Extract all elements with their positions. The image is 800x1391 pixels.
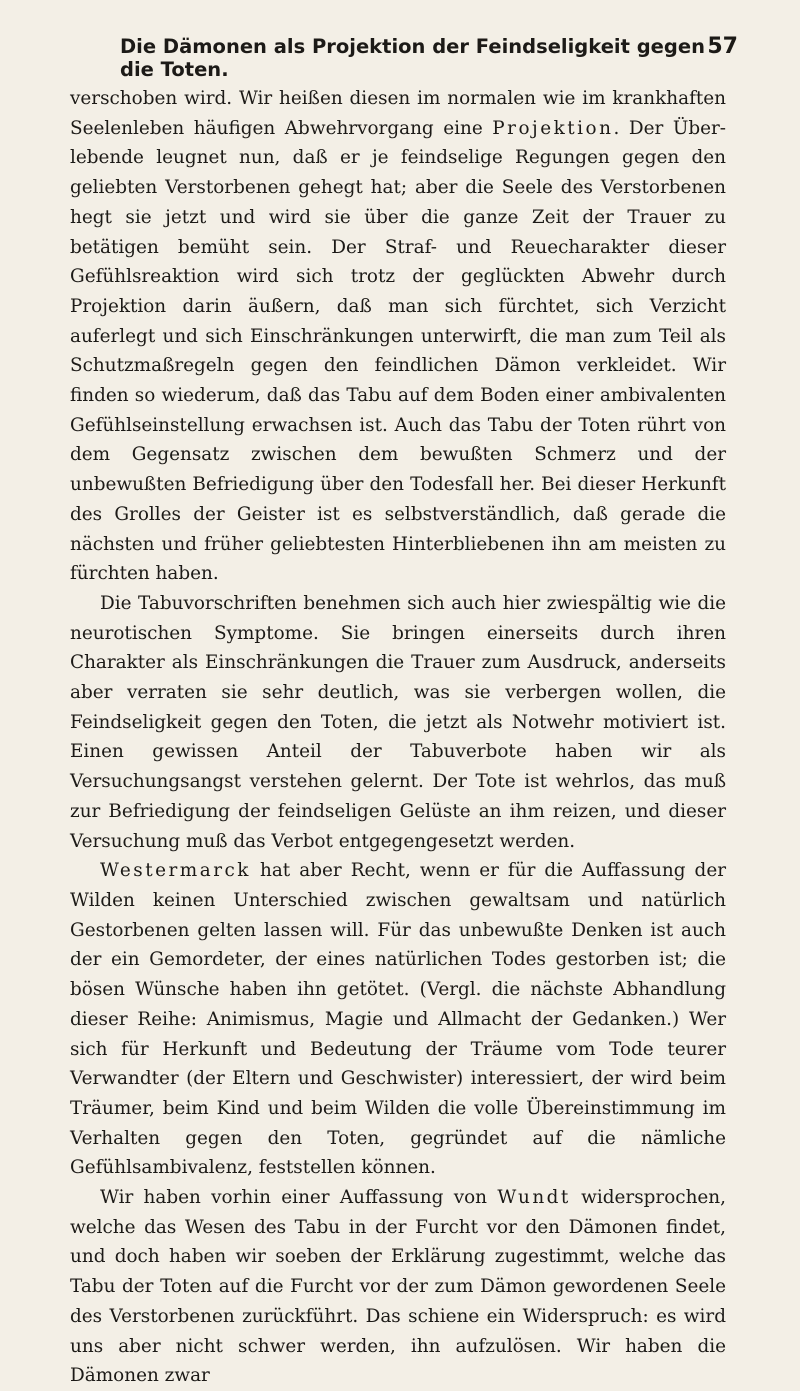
text-run: Die Tabuvorschriften benehmen sich auch hier zwiespältig wie die neurotischen Symptome. Sie bringen einerseits durch ihren Charakter als Einschränkungen die Trauer zum Ausdruck, anderseits aber verraten sie sehr deutlich, was sie verbergen wollen, die Feindseligkeit gegen den Toten, die jetzt als Notwehr motiviert ist. Einen gewissen Anteil der Tabuverbote haben wir als Versuchungsangst verstehen gelernt. Der Tote ist wehrlos, das muß zur Befriedigung der feindseligen Gelüste an ihm reizen, und dieser Versuchung muß das Verbot entgegengesetzt werden.: [70, 592, 726, 852]
text-run: hat aber Recht, wenn er für die Auffassung der Wilden keinen Unterschied zwischen gewaltsam und natürlich Gestorbenen gelten lassen will. Für das unbewußte Denken ist auch der ein Gemordeter, der eines natürlichen Todes gestorben ist; die bösen Wünsche haben ihn getötet. (Vergl. die nächste Abhandlung dieser Reihe: Animismus, Magie und Allmacht der Gedanken.) Wer sich für Herkunft und Bedeutung der Träume vom Tode teurer Verwandter (der Eltern und Geschwister) interessiert, der wird beim Träumer, beim Kind und beim Wilden die volle Übereinstimmung im Verhalten gegen den Toten, gegründet auf die nämliche Gefühlsambivalenz, feststellen können.: [70, 860, 726, 1179]
spaced-term: Projektion: [492, 117, 614, 139]
paragraph-4: [70, 1183, 726, 1391]
page-number: 57: [707, 34, 738, 59]
paragraph-2: [70, 589, 726, 856]
spaced-term: Wundt: [497, 1187, 571, 1209]
text-run: Wir haben vorhin einer Auffassung von: [100, 1187, 498, 1209]
body-text: [70, 84, 726, 1391]
text-run: widersprochen, welche das Wesen des Tabu in der Furcht vor den Dämonen findet, und doch haben wir soeben der Erklärung zugestimmt, welche das Tabu der Toten auf die Furcht vor der zum Dämon gewordenen Seele des Verstorbenen zurückführt. Das schiene ein Widerspruch: es wird uns aber nicht schwer werden, ihn aufzulösen. Wir haben die Dämonen zwar: [70, 1187, 726, 1387]
text-run: . Der Überlebende leugnet nun, daß er je feindselige Regungen gegen den geliebten Verstorbenen gehegt hat; aber die Seele des Verstorbenen hegt sie jetzt und wird sie über die ganze Zeit der Trauer zu betätigen bemüht sein. Der Straf- und Reuecharakter dieser Gefühlsreaktion wird sich trotz der geglückten Abwehr durch Projektion darin äußern, daß man sich fürchtet, sich Verzicht auferlegt und sich Einschränkungen unterwirft, die man zum Teil als Schutzmaßregeln gegen den feindlichen Dämon verkleidet. Wir finden so wiederum, daß das Tabu auf dem Boden einer ambivalenten Gefühlseinstellung erwachsen ist. Auch das Tabu der Toten rührt von dem Gegensatz zwischen dem bewußten Schmerz und der unbewußten Befriedigung über den Todesfall her. Bei dieser Herkunft des Grolles der Geister ist es selbstverständlich, daß gerade die nächsten und früher geliebtesten Hinterbliebenen ihn am meisten zu fürchten haben.: [70, 117, 726, 585]
paragraph-1: [70, 84, 726, 589]
running-title: Die Dämonen als Projektion der Feindseligkeit gegen die Toten.: [120, 35, 705, 81]
text-run: verschoben wird. Wir heißen diesen im normalen wie im krankhaften Seelenleben häufigen Abwehrvorgang eine: [70, 88, 726, 139]
paragraph-3: [70, 856, 726, 1183]
running-header: [120, 34, 738, 81]
spaced-term: Westermarck: [100, 860, 251, 882]
